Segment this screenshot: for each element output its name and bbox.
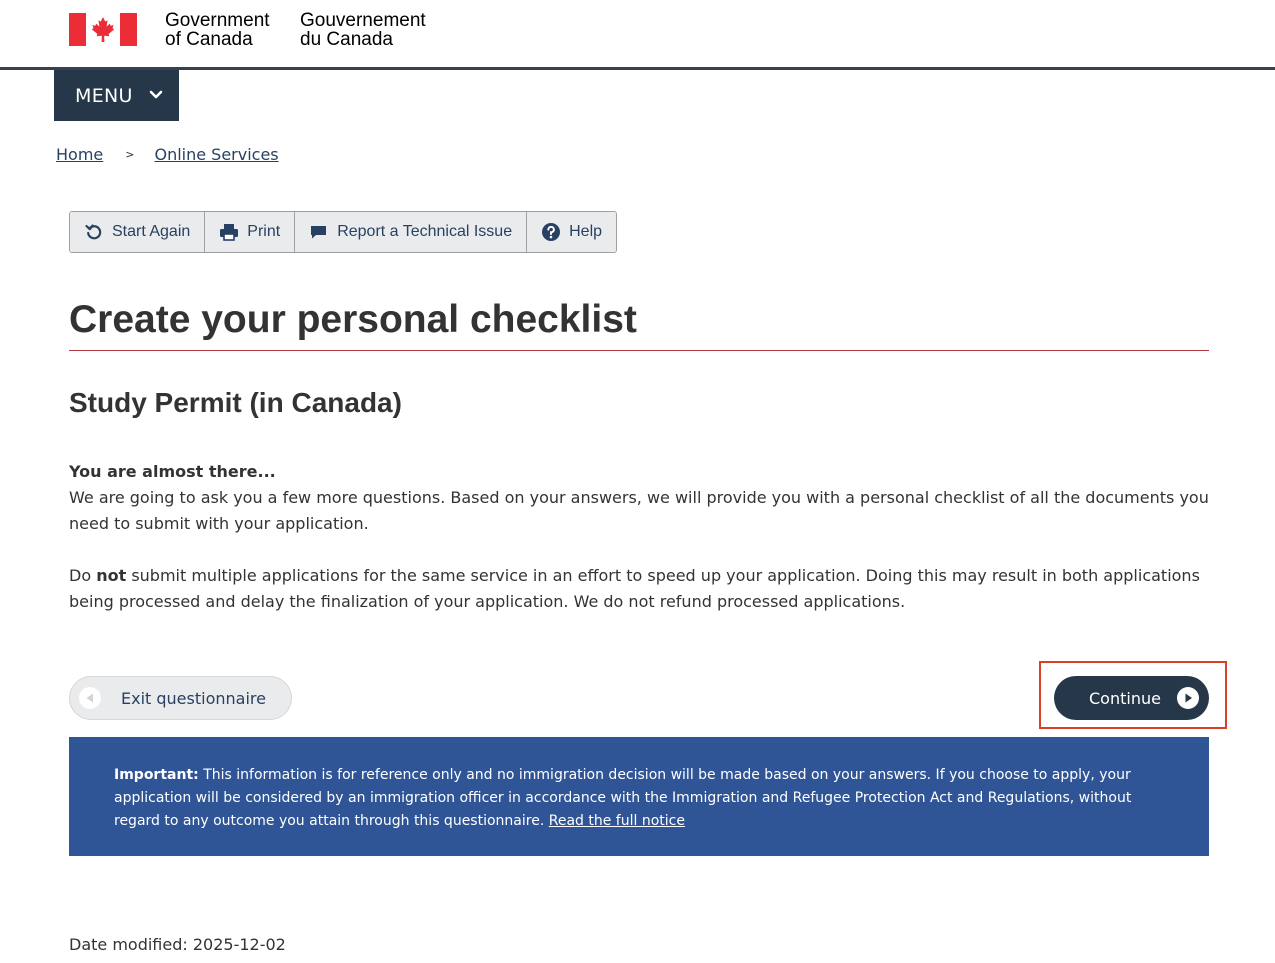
- chevron-down-icon: [149, 88, 163, 102]
- warning-text: submit multiple applications for the same service in an effort to speed up your application. Doing this may result in both applications being processed and delay the finalization of your application. We do not refund processed applications.: [69, 566, 1200, 611]
- gov-en-line1: Government: [165, 10, 270, 31]
- almost-there-heading: You are almost there...: [69, 462, 276, 481]
- gov-en-line2: of Canada: [165, 29, 253, 50]
- refresh-icon: [84, 222, 104, 242]
- canada-flag-icon[interactable]: [69, 13, 137, 46]
- breadcrumb: [56, 145, 279, 164]
- report-issue-button[interactable]: [295, 212, 527, 252]
- help-label: Help: [569, 223, 603, 240]
- notice-label: Important:: [114, 767, 199, 783]
- print-button[interactable]: [205, 212, 295, 252]
- play-left-icon: [79, 687, 101, 709]
- breadcrumb-online-services-link[interactable]: Online Services: [154, 145, 279, 164]
- play-right-icon: [1177, 687, 1199, 709]
- warning-emphasis: not: [96, 566, 127, 585]
- continue-button[interactable]: [1054, 676, 1209, 720]
- page-title: Create your personal checklist: [69, 298, 637, 341]
- gov-wordmark-french: [300, 11, 426, 49]
- read-full-notice-link[interactable]: Read the full notice: [548, 813, 685, 829]
- breadcrumb-home-link[interactable]: Home: [56, 145, 104, 164]
- page-subtitle: Study Permit (in Canada): [69, 387, 402, 418]
- question-circle-icon: [541, 222, 561, 242]
- print-label: Print: [247, 223, 281, 240]
- help-button[interactable]: [527, 212, 616, 252]
- duplicate-application-warning: [69, 563, 1209, 615]
- date-modified: Date modified: 2025-12-02: [69, 935, 286, 954]
- menu-button[interactable]: [54, 70, 179, 121]
- breadcrumb-separator: >: [125, 148, 135, 161]
- important-notice: [69, 737, 1209, 856]
- questionnaire-toolbar: [69, 211, 617, 253]
- site-header: [0, 0, 1275, 70]
- almost-there-section: [69, 459, 1209, 537]
- gov-wordmark-english: [165, 11, 270, 49]
- title-divider: [69, 350, 1209, 351]
- notice-text: This information is for reference only and no immigration decision will be made based on your answers. If you choose to apply, your application will be considered by an immigration officer in accordance with the Immigration and Refugee Protection Act and Regulations, without regard to any outcome you attain through this questionnaire.: [114, 767, 1132, 829]
- almost-there-text: We are going to ask you a few more questions. Based on your answers, we will provide you with a personal checklist of all the documents you need to submit with your application.: [69, 488, 1209, 533]
- menu-label: MENU: [75, 84, 133, 107]
- comment-icon: [309, 222, 329, 242]
- start-again-label: Start Again: [112, 223, 191, 240]
- start-again-button[interactable]: [70, 212, 205, 252]
- exit-questionnaire-button[interactable]: [69, 676, 292, 720]
- warning-prefix: Do: [69, 566, 97, 585]
- gov-fr-line1: Gouvernement: [300, 10, 426, 31]
- printer-icon: [219, 222, 239, 242]
- continue-label: Continue: [1089, 688, 1161, 708]
- gov-fr-line2: du Canada: [300, 29, 393, 50]
- exit-questionnaire-label: Exit questionnaire: [121, 688, 266, 708]
- report-issue-label: Report a Technical Issue: [337, 223, 513, 240]
